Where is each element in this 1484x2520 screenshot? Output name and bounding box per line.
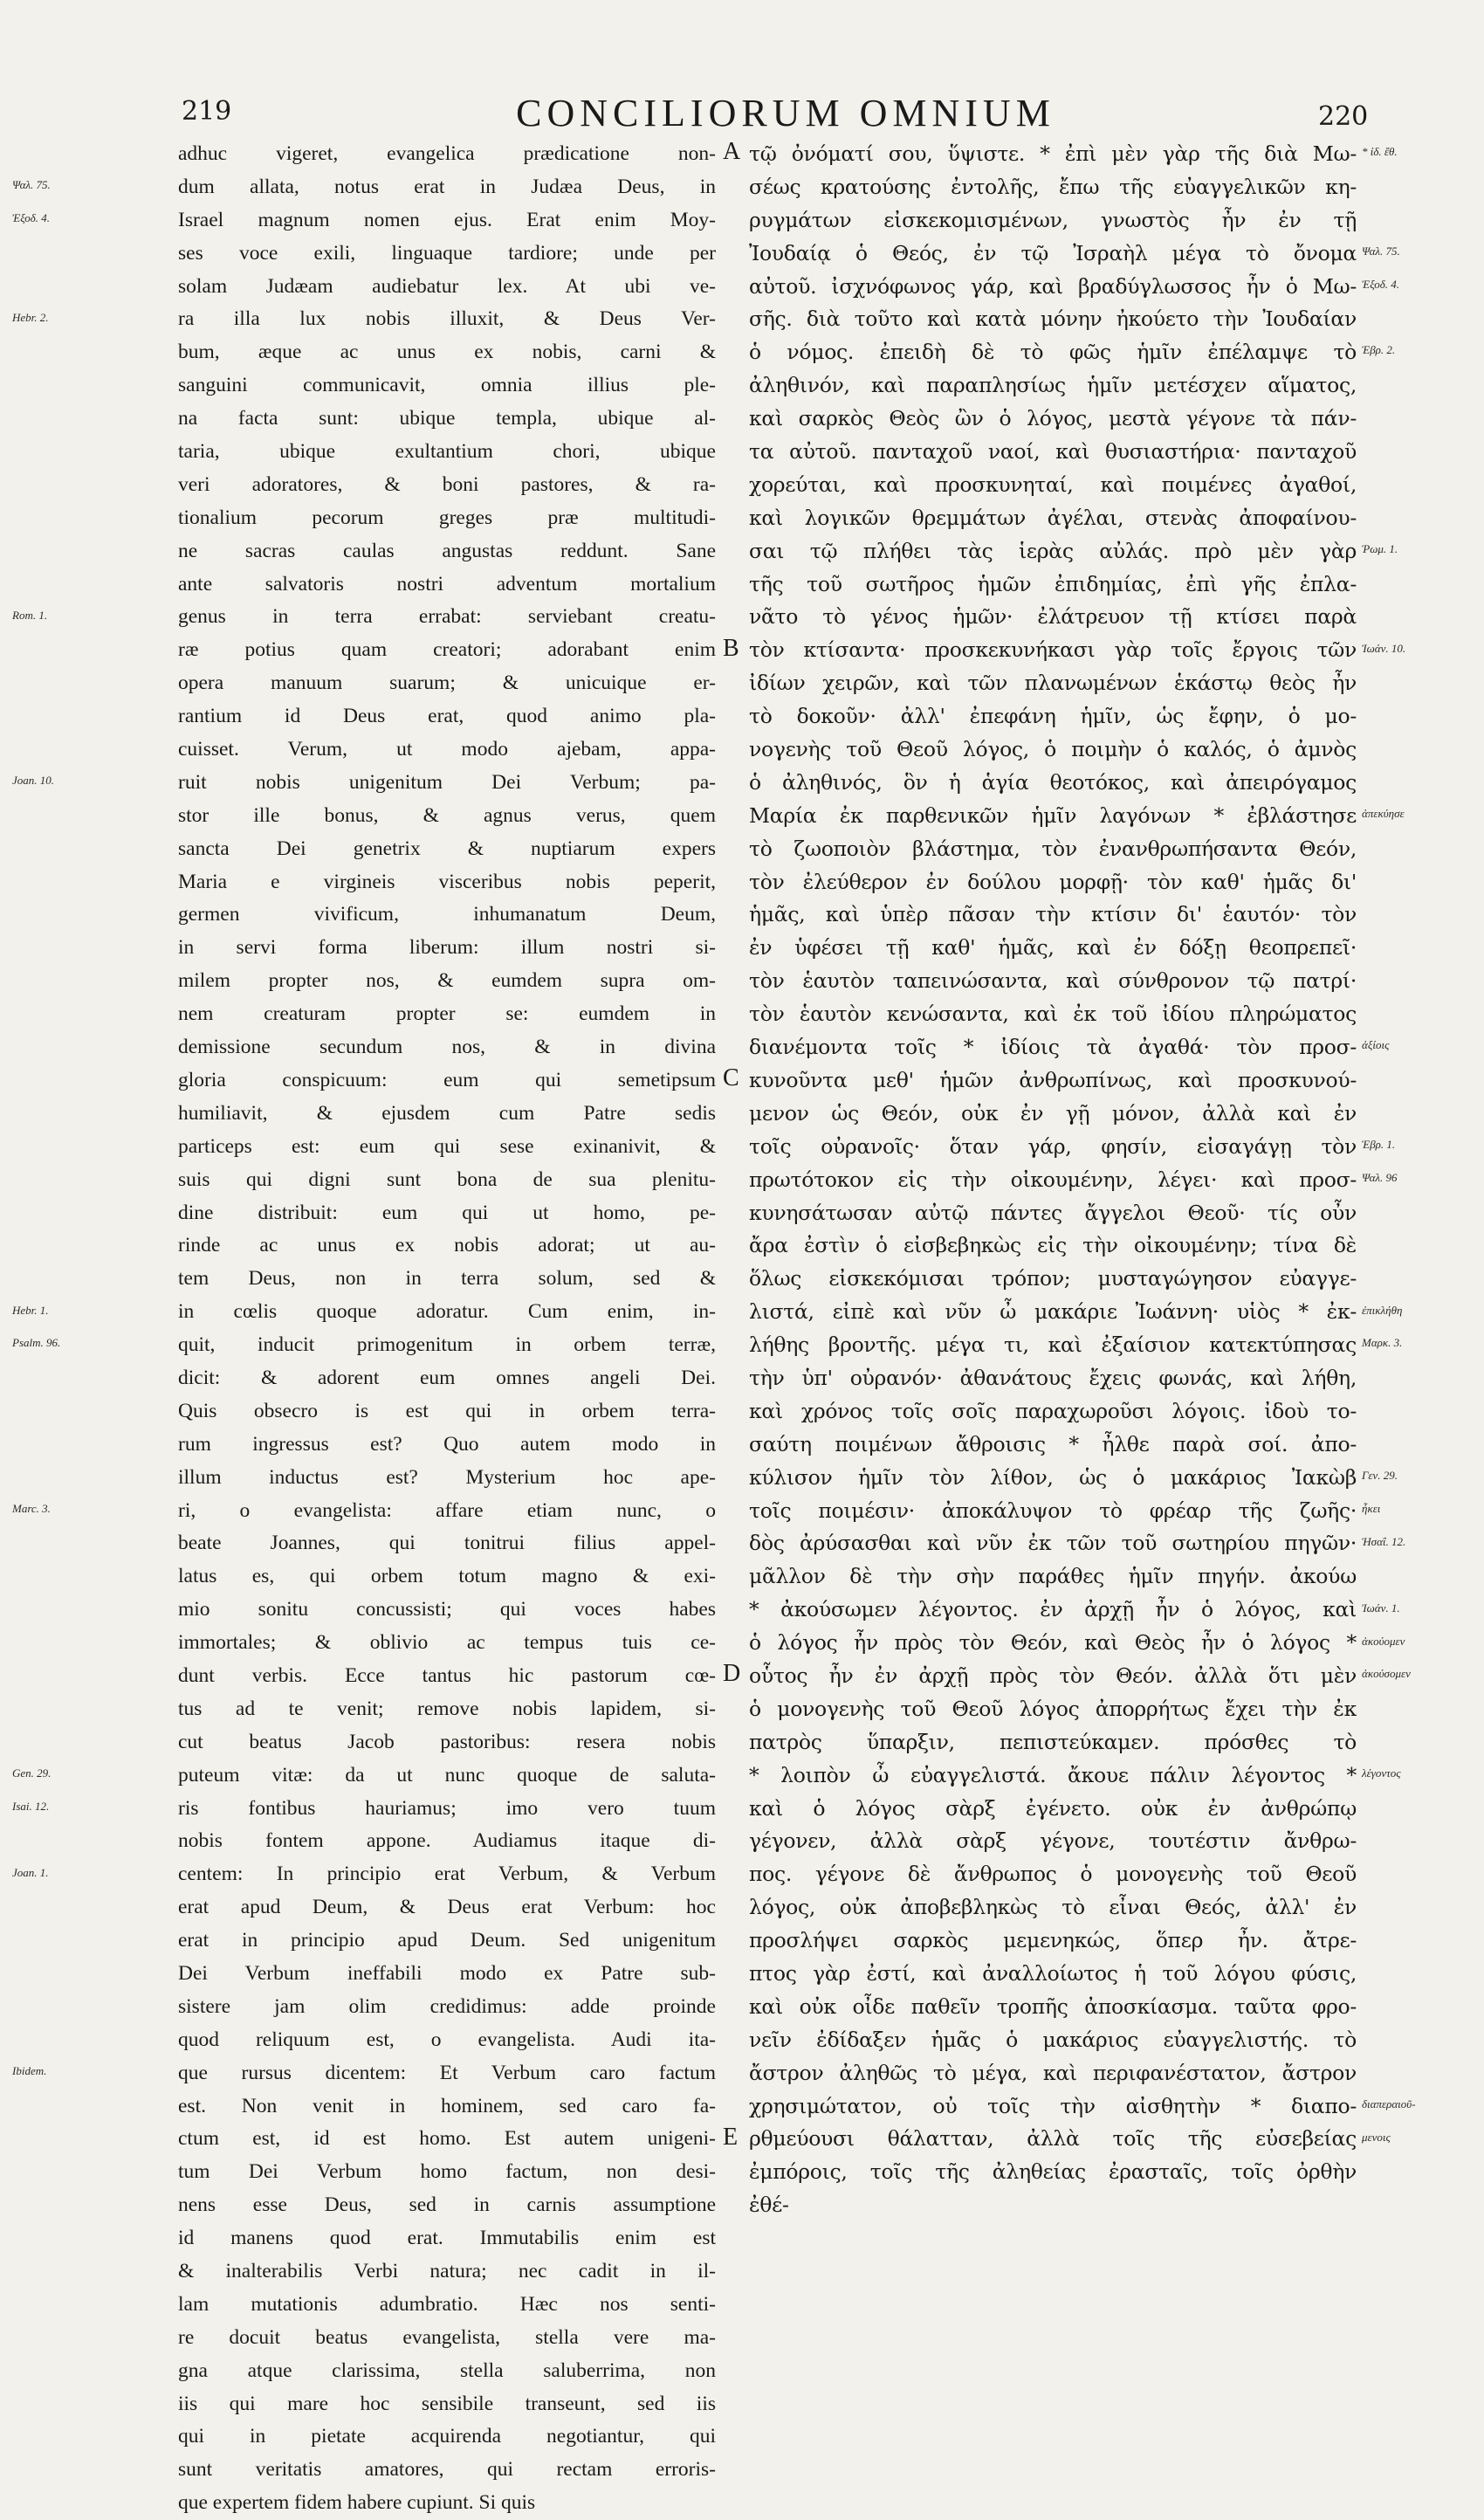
latin-text-line: adhuc vigeret, evangelica prædicatione non- [178,142,716,165]
greek-text-line: σαι τῷ πλήθει τὰς ἱερὰς αὐλάς. πρὸ μὲν γὰρ [749,538,1357,563]
latin-text-line: suis qui digni sunt bona de sua plenitu- [178,1167,716,1191]
latin-text-line: genus in terra errabat: serviebant creatu- [178,605,716,629]
greek-text-line: τὸν κτίσαντα· προσκεκυνήκασι γὰρ τοῖς ἔργοις τῶν [749,637,1357,663]
latin-text-line: germen vivificum, inhumanatum Deum, [178,903,716,926]
margin-note: Rom. 1. [12,608,48,622]
margin-note: Hebr. 1. [12,1303,49,1317]
greek-text-line: ὅλως εἰσκεκόμισαι τρόπον; μυσταγώγησον εὐαγγε- [749,1266,1357,1291]
greek-text-line: πτος γὰρ ἐστί, καὶ ἀναλλοίωτος ἡ τοῦ λόγου φύσις, [749,1960,1357,1986]
latin-text-line: taria, ubique exultantium chori, ubique [178,440,716,464]
greek-text-line: καὶ λογικῶν θρεμμάτων ἀγέλαι, στενὰς ἀποφαίνου- [749,505,1357,530]
margin-note: Ψαλ. 96 [1362,1170,1398,1184]
greek-text-line: ὁ μονογενὴς τοῦ Θεοῦ λόγος ἀπορρήτως ἔχει τὴν ἐκ [749,1696,1357,1721]
latin-text-line: milem propter nos, & eumdem supra om- [178,969,716,993]
latin-text-line: ctum est, id est homo. Est autem unigeni- [178,2127,716,2151]
greek-text-line: πατρὸς ὕπαρξιν, πεπιστεύκαμεν. πρόσθες τὸ [749,1729,1357,1754]
latin-text-line: tionalium pecorum greges præ multitudi- [178,506,716,529]
latin-text-line: rinde ac unus ex nobis adorat; ut au- [178,1234,716,1257]
greek-text-line: Μαρία ἐκ παρθενικῶν ἡμῖν λαγόνων * ἐβλάστησε [749,802,1357,828]
latin-text-line: beate Joannes, qui tonitrui filius appel- [178,1532,716,1555]
margin-note: μενοις [1362,2131,1391,2144]
greek-text-line: κυνοῦντα μεθ' ἡμῶν ἀνθρωπίνως, καὶ προσκυνού- [749,1067,1357,1092]
page-header [0,91,1484,136]
greek-column [749,138,1357,2222]
margin-note: ἐπικλήθη [1362,1303,1403,1317]
latin-text-line: sancta Dei genetrix & nuptiarum expers [178,837,716,860]
page-number-left: 219 [182,96,232,127]
latin-text-line: ra illa lux nobis illuxit, & Deus Ver- [178,307,716,331]
greek-text-line: πος. γέγονε δὲ ἄνθρωπος ὁ μονογενὴς τοῦ Θεοῦ [749,1862,1357,1887]
latin-text-line: id manens quod erat. Immutabilis enim est [178,2227,716,2250]
greek-text-line: σῆς. διὰ τοῦτο καὶ κατὰ μόνην ἠκούετο τὴν Ἰουδαίαν [749,306,1357,332]
margin-note: Ἡσαΐ. 12. [1362,1534,1406,1548]
greek-text-line: σέως κρατούσης ἐντολῆς, ἔπω τῆς εὐαγγελικῶν κη- [749,174,1357,199]
greek-text-line: ἐμπόροις, τοῖς τῆς ἀληθείας ἐρασταῖς, τοῖς ὀρθὴν [749,2159,1357,2185]
margin-note: Gen. 29. [12,1766,52,1780]
latin-text-line: ses voce exili, linguaque tardiore; unde per [178,241,716,265]
greek-text-line: Ἰουδαίᾳ ὁ Θεός, ἐν τῷ Ἰσραὴλ μέγα τὸ ὄνομα [749,240,1357,265]
latin-text-line: sunt veritatis amatores, qui rectam erroris- [178,2458,716,2482]
greek-text-line: κυνησάτωσαν αὐτῷ πάντες ἄγγελοι Θεοῦ· τίς οὖν [749,1200,1357,1225]
greek-text-line: ἐν ὑφέσει τῇ καθ' ἡμᾶς, καὶ ἐν δόξῃ θεοπρεπεῖ· [749,935,1357,960]
latin-text-line: ruit nobis unigenitum Dei Verbum; pa- [178,770,716,794]
greek-text-line: προσλήψει σαρκὸς μεμενηκώς, ὅπερ ἦν. ἄτρε- [749,1928,1357,1953]
margin-note: ἀξίοις [1362,1038,1390,1052]
latin-text-line: nens esse Deus, sed in carnis assumptione [178,2193,716,2217]
page-number-right: 220 [1318,101,1369,132]
greek-text-line: μενον ὡς Θεόν, οὐκ ἐν γῇ μόνον, ἀλλὰ καὶ ἐν [749,1100,1357,1126]
latin-text-line: centem: In principio erat Verbum, & Verbum [178,1862,716,1886]
margin-note: Joan. 10. [12,774,55,788]
greek-text-line: * ἀκούσωμεν λέγοντος. ἐν ἀρχῇ ἦν ὁ λόγος, καὶ [749,1597,1357,1622]
latin-text-line: cut beatus Jacob pastoribus: resera nobis [178,1730,716,1753]
greek-text-line: ρθμεύουσι θάλατταν, ἀλλὰ τοῖς τῆς εὐσεβείας [749,2126,1357,2152]
latin-text-line: tum Dei Verbum homo factum, non desi- [178,2160,716,2184]
latin-text-line: qui in pietate acquirenda negotiantur, qui [178,2425,716,2448]
margin-note: ἀκούσομεν [1362,1667,1411,1681]
margin-note: Ῥωμ. 1. [1362,541,1398,555]
latin-text-line: que expertem fidem habere cupiunt. Si quis [178,2491,536,2515]
section-letter: B [723,634,739,662]
margin-note: * ἰδ. ἔθ. [1362,145,1398,158]
margin-note: Hebr. 2. [12,310,49,324]
greek-text-line: ἀληθινόν, καὶ παραπλησίως ἡμῖν μετέσχεν αἵματος, [749,373,1357,398]
latin-text-line: mio sonitu concussisti; qui voces habes [178,1598,716,1621]
latin-text-line: ræ potius quam creatori; adorabant enim [178,638,716,662]
greek-text-line: τοῖς ποιμέσιν· ἀποκάλυψον τὸ φρέαρ τῆς ζωῆς· [749,1498,1357,1523]
greek-text-line: τὸν ἑαυτὸν κενώσαντα, καὶ ἐκ τοῦ ἰδίου πληρώματος [749,1002,1357,1027]
latin-text-line: Quis obsecro is est qui in orbem terra- [178,1399,716,1422]
latin-text-line: illum inductus est? Mysterium hoc ape- [178,1465,716,1489]
latin-text-line: nobis fontem appone. Audiamus itaque di- [178,1829,716,1853]
latin-text-line: ris fontibus hauriamus; imo vero tuum [178,1796,716,1820]
latin-text-line: Maria e virgineis visceribus nobis peperit, [178,870,716,893]
running-title: CONCILIORUM OMNIUM [516,92,1055,134]
margin-note: Ἰωάν. 1. [1362,1601,1400,1615]
latin-text-line: solam Judæam audiebatur lex. At ubi ve- [178,274,716,298]
latin-text-line: gna atque clarissima, stella saluberrima, non [178,2358,716,2382]
margin-note: Ψαλ. 75. [12,177,51,191]
greek-text-line: σαύτη ποιμένων ἄθροισις * ἦλθε παρὰ σοί. ἀπο- [749,1431,1357,1456]
greek-text-line: τὸν ἑαυτὸν ταπεινώσαντα, καὶ σύνθρονον τῷ πατρί· [749,968,1357,994]
greek-text-line: λιστά, εἰπὲ καὶ νῦν ὦ μακάριε Ἰωάννη· υἱὸς * ἐκ- [749,1299,1357,1325]
greek-text-line: τῆς τοῦ σωτῆρος ἡμῶν ἐπιδημίας, ἐπὶ γῆς ἐπλα- [749,571,1357,596]
greek-text-line: ἐθέ- [749,2193,789,2218]
latin-text-line: ri, o evangelista: affare etiam nunc, o [178,1498,716,1522]
latin-text-line: latus es, qui orbem totum magno & exi- [178,1565,716,1588]
greek-text-line: καὶ χρόνος τοῖς σοῖς παραχωροῦσι λόγοις. ἰδοὺ το- [749,1398,1357,1423]
margin-note: Ψαλ. 75. [1362,244,1400,258]
greek-text-line: καὶ ὁ λόγος σὰρξ ἐγένετο. οὐκ ἐν ἀνθρώπῳ [749,1795,1357,1821]
latin-text-line: est. Non venit in hominem, sed caro fa- [178,2094,716,2117]
margin-note: ἦκει [1362,1501,1381,1515]
latin-text-line: ne sacras caulas angustas reddunt. Sane [178,539,716,562]
greek-text-line: ὁ ἀληθινός, ὃν ἡ ἁγία θεοτόκος, καὶ ἀπειρόγαμος [749,769,1357,795]
margin-note: Psalm. 96. [12,1336,61,1350]
latin-text-line: puteum vitæ: da ut nunc quoque de saluta- [178,1763,716,1787]
latin-text-line: in servi forma liberum: illum nostri si- [178,936,716,960]
latin-text-line: & inalterabilis Verbi natura; nec cadit in il- [178,2260,716,2282]
latin-text-line: particeps est: eum qui sese exinanivit, & [178,1134,716,1158]
margin-note: Ἑβρ. 1. [1362,1138,1396,1151]
greek-text-line: * λοιπὸν ὦ εὐαγγελιστά. ἄκουε πάλιν λέγοντος * [749,1762,1357,1787]
margin-note: Ἐξοδ. 4. [12,210,51,224]
section-letter: C [723,1064,739,1092]
latin-text-line: in cœlis quoque adoratur. Cum enim, in- [178,1300,716,1324]
margin-note: Marc. 3. [12,1501,51,1515]
latin-text-line: humiliavit, & ejusdem cum Patre sedis [178,1101,716,1125]
greek-text-line: νογενὴς τοῦ Θεοῦ λόγος, ὁ ποιμὴν ὁ καλός, ὁ ἀμνὸς [749,737,1357,762]
latin-text-line: rum ingressus est? Quo autem modo in [178,1432,716,1456]
greek-text-line: καὶ οὐκ οἶδε παθεῖν τροπῆς ἀποσκίασμα. ταῦτα φρο- [749,1993,1357,2019]
section-letter: E [723,2124,739,2151]
margin-note: Γεν. 29. [1362,1469,1398,1482]
latin-text-line: dunt verbis. Ecce tantus hic pastorum cœ- [178,1663,716,1687]
greek-text-line: τὸ δοκοῦν· ἀλλ' ἐπεφάνη ἡμῖν, ὡς ἔφην, ὁ μο- [749,704,1357,729]
latin-text-line: erat apud Deum, & Deus erat Verbum: hoc [178,1896,716,1919]
latin-text-line: tus ad te venit; remove nobis lapidem, si- [178,1697,716,1720]
latin-text-line: dine distribuit: eum qui ut homo, pe- [178,1201,716,1224]
greek-text-line: ἄστρον ἀληθῶς τὸ μέγα, καὶ περιφανέστατον, ἄστρον [749,2060,1357,2085]
greek-text-line: ὁ νόμος. ἐπειδὴ δὲ τὸ φῶς ἡμῖν ἐπέλαμψε τὸ [749,340,1357,365]
margin-note: Ἑβρ. 2. [1362,343,1396,357]
latin-text-line: dicit: & adorent eum omnes angeli Dei. [178,1366,716,1389]
greek-text-line: κύλισον ἡμῖν τὸν λίθον, ὡς ὁ μακάριος Ἰακὼβ [749,1464,1357,1490]
latin-text-line: bum, æque ac unus ex nobis, carni & [178,341,716,364]
section-letter: D [723,1660,741,1688]
greek-text-line: νεῖν ἐδίδαξεν ἡμᾶς ὁ μακάριος εὐαγγελιστής. τὸ [749,2027,1357,2052]
margin-note: Ibidem. [12,2064,47,2078]
latin-text-line: opera manuum suarum; & unicuique er- [178,671,716,695]
margin-note: διαπεραιοῦ- [1362,2097,1416,2111]
latin-text-line: demissione secundum nos, & in divina [178,1036,716,1059]
greek-text-line: ρυγμάτων εἰσκεκομισμένων, γνωστὸς ἦν ἐν τῇ [749,207,1357,232]
greek-text-line: ὁ λόγος ἦν πρὸς τὸν Θεόν, καὶ Θεὸς ἦν ὁ λόγος * [749,1630,1357,1656]
latin-text-line: re docuit beatus evangelista, stella vere ma- [178,2325,716,2349]
latin-text-line: cuisset. Verum, ut modo ajebam, appa- [178,738,716,761]
latin-text-line: iis qui mare hoc sensibile transeunt, sed iis [178,2392,716,2415]
greek-text-line: ἰδίων χειρῶν, καὶ τῶν πλανωμένων ἑκάστῳ θεὸς ἦν [749,671,1357,696]
greek-text-line: ἄρα ἐστὶν ὁ εἰσβεβηκὼς εἰς τὴν οἰκουμένην; τίνα δὲ [749,1233,1357,1258]
latin-column [178,138,716,2520]
greek-text-line: διανέμοντα τοῖς * ἰδίοις τὰ ἀγαθά· τὸν προσ- [749,1035,1357,1060]
latin-text-line: lam mutationis adumbratio. Hæc nos senti- [178,2292,716,2316]
greek-text-line: αὐτοῦ. ἰσχνόφωνος γάρ, καὶ βραδύγλωσσος ἦν ὁ Μω- [749,273,1357,299]
greek-text-line: χορεύται, καὶ προσκυνηταί, καὶ ποιμένες ἀγαθοί, [749,472,1357,497]
latin-text-line: sanguini communicavit, omnia illius ple- [178,374,716,397]
greek-text-line: μᾶλλον δὲ τὴν σὴν παράθες ἡμῖν πηγήν. ἀκούω [749,1564,1357,1589]
greek-text-line: τοῖς οὐρανοῖς· ὅταν γάρ, φησίν, εἰσαγάγῃ τὸν [749,1133,1357,1159]
latin-text-line: nem creaturam propter se: eumdem in [178,1002,716,1026]
latin-text-line: quit, inducit primogenitum in orbem terræ, [178,1333,716,1357]
margin-note: Ἰωάν. 10. [1362,641,1406,655]
margin-note: Joan. 1. [12,1865,49,1879]
margin-note: ἀπεκύησε [1362,807,1405,820]
greek-text-line: λόγος, οὐκ ἀποβεβληκὼς τὸ εἶναι Θεός, ἀλλ' ἐν [749,1895,1357,1920]
latin-text-line: veri adoratores, & boni pastores, & ra- [178,472,716,496]
greek-text-line: ἡμᾶς, καὶ ὑπὲρ πᾶσαν τὴν κτίσιν δι' ἑαυτόν· τὸν [749,902,1357,927]
greek-text-line: καὶ σαρκὸς Θεὸς ὢν ὁ λόγος, μεστὰ γέγονε τὰ πάν- [749,406,1357,431]
latin-text-line: que rursus dicentem: Et Verbum caro factum [178,2061,716,2084]
latin-text-line: tem Deus, non in terra solum, sed & [178,1267,716,1291]
latin-text-line: na facta sunt: ubique templa, ubique al- [178,407,716,430]
greek-text-line: λήθης βροντῆς. μέγα τι, καὶ ἐξαίσιον κατεκτύπησας [749,1332,1357,1358]
greek-text-line: πρωτότοκον εἰς τὴν οἰκουμένην, λέγει· καὶ προσ- [749,1167,1357,1192]
margin-note: ἀκούομεν [1362,1634,1405,1648]
margin-note: λέγοντος [1362,1766,1401,1780]
margin-note: Isai. 12. [12,1800,50,1813]
latin-text-line: sistere jam olim credidimus: adde proinde [178,1994,716,2018]
latin-text-line: gloria conspicuum: eum qui semetipsum [178,1068,716,1091]
margin-note: Μαρκ. 3. [1362,1336,1403,1350]
greek-text-line: τὸ ζωοποιὸν βλάστημα, τὸν ἐνανθρωπήσαντα Θεόν, [749,836,1357,861]
greek-text-line: νᾶτο τὸ γένος ἡμῶν· ἐλάτρευον τῇ κτίσει παρὰ [749,604,1357,630]
latin-text-line: dum allata, notus erat in Judæa Deus, in [178,175,716,198]
greek-text-line: τὸν ἐλεύθερον ἐν δούλου μορφῇ· τὸν καθ' ἡμᾶς δι' [749,869,1357,894]
margin-note: Ἐξοδ. 4. [1362,277,1400,291]
latin-text-line: quod reliquum est, o evangelista. Audi ita- [178,2028,716,2051]
greek-text-line: οὗτος ἦν ἐν ἀρχῇ πρὸς τὸν Θεόν. ἀλλὰ ὅτι μὲν [749,1663,1357,1688]
latin-text-line: Dei Verbum ineffabili modo ex Patre sub- [178,1961,716,1985]
section-letter: A [723,138,741,165]
greek-text-line: δὸς ἀρύσασθαι καὶ νῦν ἐκ τῶν τοῦ σωτηρίου πηγῶν· [749,1531,1357,1556]
latin-text-line: stor ille bonus, & agnus verus, quem [178,803,716,827]
latin-text-line: erat in principio apud Deum. Sed unigenitum [178,1929,716,1952]
greek-text-line: τὴν ὑπ' οὐρανόν· ἀθανάτους ἔχεις φωνάς, καὶ λήθη, [749,1365,1357,1390]
greek-text-line: γέγονεν, ἀλλὰ σὰρξ γέγονε, τουτέστιν ἄνθρω- [749,1828,1357,1854]
greek-text-line: τα αὐτοῦ. πανταχοῦ ναοί, καὶ θυσιαστήρια· πανταχοῦ [749,439,1357,465]
greek-text-line: τῷ ὀνόματί σου, ὕψιστε. * ἐπὶ μὲν γὰρ τῆς διὰ Μω- [749,141,1357,166]
latin-text-line: immortales; & oblivio ac tempus tuis ce- [178,1631,716,1655]
latin-text-line: ante salvatoris nostri adventum mortalium [178,572,716,596]
greek-text-line: χρησιμώτατον, οὐ τοῖς τὴν αἰσθητὴν * διαπο- [749,2093,1357,2118]
latin-text-line: Israel magnum nomen ejus. Erat enim Moy- [178,208,716,231]
latin-text-line: rantium id Deus erat, quod animo pla- [178,705,716,728]
